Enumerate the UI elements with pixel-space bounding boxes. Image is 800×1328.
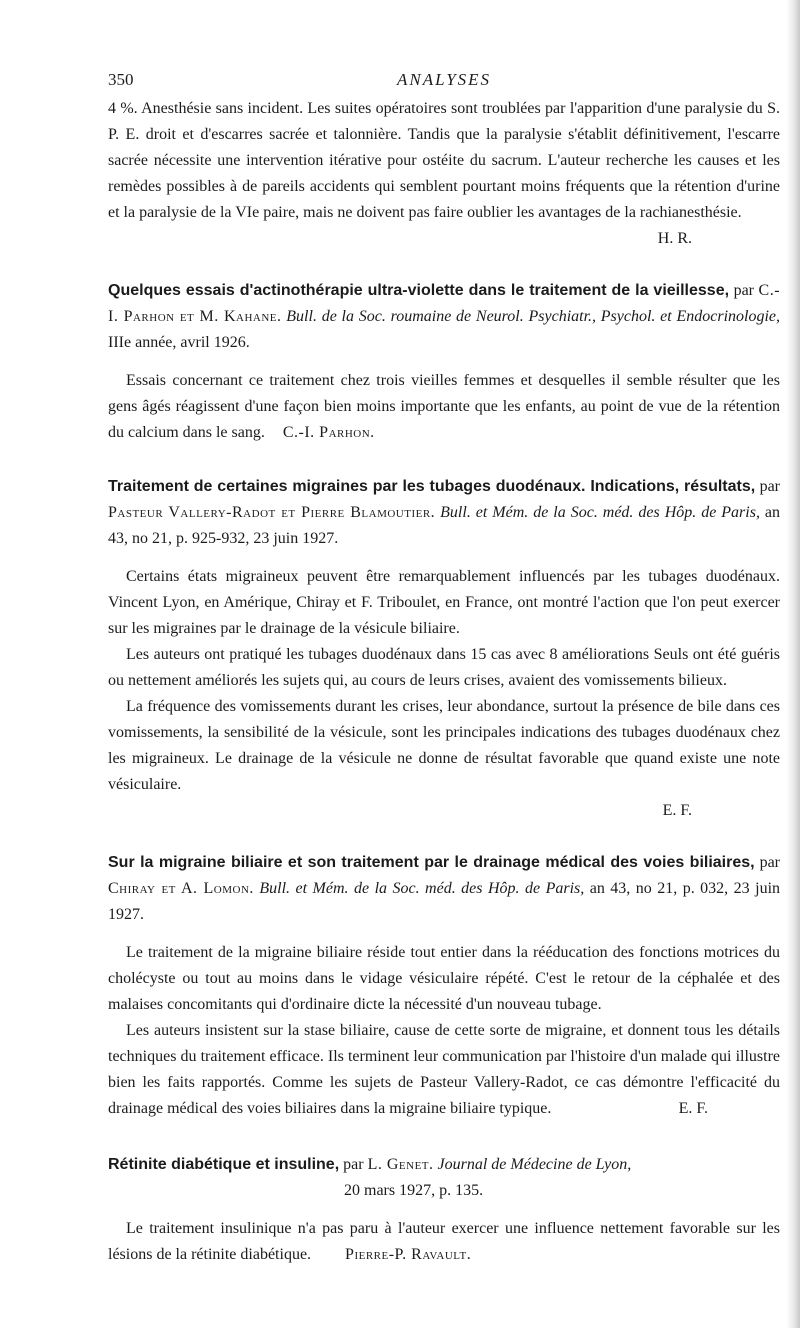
article-details: 20 mars 1927, p. 135. [344,1182,484,1199]
article-paragraph: Les auteurs ont pratiqué les tubages duodénaux dans 15 cas avec 8 améliorations Seuls ont été guéris ou nettement améliorés les sujets qui, au cours de leurs crises, avaient des vomissements bilieux. [108,646,780,689]
article-par: par [343,1156,364,1173]
article-details: IIIe année, avril 1926. [108,334,250,351]
running-head [108,70,780,94]
article-paragraph: La fréquence des vomissements durant les crises, leur abondance, surtout la présence de bile dans ces vomissements, la sensibilité de la vésicule, sont les principales indications des tubages duodénaux chez les migraineux. Le drainage de la vésicule ne donne de résultat favorable que quand existe une note vésiculaire. [108,698,780,793]
article-signature: Pierre-P. Ravault. [345,1246,472,1263]
article-citation: Bull. de la Soc. roumaine de Neurol. Psychiatr., Psychol. et Endocrinologie, [286,308,781,325]
article-authors: Chiray et A. Lomon. [108,880,254,897]
continuation-text: 4 %. Anesthésie sans incident. Les suites opératoires sont troublées par l'apparition d'une paralysie du S. P. E. droit et d'escarres sacrée et talonnière. Tandis que la paralysie s'établit définitivement, l'escarre sacrée nécessite une intervention itérative pour ostéite du sacrum. L'auteur recherche les causes et les remèdes possibles à de pareils accidents qui semblent pourtant moins fréquents que la rétention d'urine et la paralysie de la VIe paire, mais ne doivent pas faire oublier les avantages de la rachianesthésie. [108,100,780,221]
article-citation: Bull. et Mém. de la Soc. méd. des Hôp. de Paris, [440,504,760,521]
article-heading [108,1152,780,1178]
article-paragraph [108,368,780,446]
article-paragraph-text: Les auteurs insistent sur la stase biliaire, cause de cette sorte de migraine, et donnent tous les détails techniques du traitement efficace. Ils terminent leur communication par l'histoire d'un malade qui illustre bien les faits rapportés. Comme les sujets de Pasteur Vallery-Radot, ce cas démontre l'efficacité du drainage médical des voies biliaires dans la migraine biliaire typique. [108,1022,780,1117]
article-citation: Bull. et Mém. de la Soc. méd. des Hôp. de Paris, [259,880,585,897]
article-signature: E. F. [662,802,692,819]
article-authors: L. Genet. [367,1156,434,1173]
article-paragraph: Certains états migraineux peuvent être remarquablement influencés par les tubages duodénaux. Vincent Lyon, en Amérique, Chiray et F. Triboulet, en France, ont montré l'action que l'on peut exercer sur les migraines par le drainage de la vésicule biliaire. [108,568,780,637]
article-authors: Pasteur Vallery-Radot et Pierre Blamoutier. [108,504,436,521]
page-number: 350 [108,70,134,89]
article-migraine-biliaire [108,850,780,1122]
article-signature: E. F. [678,1100,708,1117]
article-heading [108,474,780,552]
article-retinite [108,1152,780,1268]
article-paragraph [108,1018,780,1122]
article-par: par [733,282,754,299]
article-paragraph [108,1216,780,1268]
article-par: par [759,478,781,495]
article-heading [108,278,780,356]
article-heading [108,850,780,928]
article-details: an 43, no 21, p. 925-932, 23 juin 1927. [108,504,781,547]
article-authors: C.-I. Parhon et M. Kahane. [108,282,781,325]
article-title: Sur la migraine biliaire et son traitement par le drainage médical des voies biliaires, [108,854,755,871]
article-title: Rétinite diabétique et insuline, [108,1156,340,1173]
article-paragraph-text: Le traitement insulinique n'a pas paru à l'auteur exercer une influence nettement favorable sur les lésions de la rétinite diabétique. [108,1220,780,1263]
article-details: an 43, no 21, p. 032, 23 juin 1927. [108,880,781,923]
article-paragraph: Le traitement de la migraine biliaire réside tout entier dans la rééducation des fonctions motrices du cholécyste ou tout au moins dans le vidage vésiculaire répété. C'est le retour de la céphalée et des malaises concomitants qui d'ordinaire dicte la nécessité d'un nouveau tubage. [108,944,780,1013]
page-content [108,96,780,1268]
continuation-signature: H. R. [657,230,692,247]
article-title: Quelques essais d'actinothérapie ultra-violette dans le traitement de la vieillesse, [108,282,730,299]
article-par: par [759,854,781,871]
article-signature: C.-I. Parhon. [282,424,375,441]
article-actinotherapie [108,278,780,446]
page-scan-edge [786,0,800,1328]
article-paragraph-text: Essais concernant ce traitement chez trois vieilles femmes et desquelles il semble résulter que les gens âgés réagissent d'une façon bien moins importante que les enfants, au point de vue de la rétention du calcium dans le sang. [108,372,780,441]
article-title: Traitement de certaines migraines par les tubages duodénaux. Indications, résultats, [108,478,756,495]
article-migraines-tubages [108,474,780,824]
section-title: ANALYSES [396,70,492,89]
article-citation: Journal de Médecine de Lyon, [437,1156,632,1173]
